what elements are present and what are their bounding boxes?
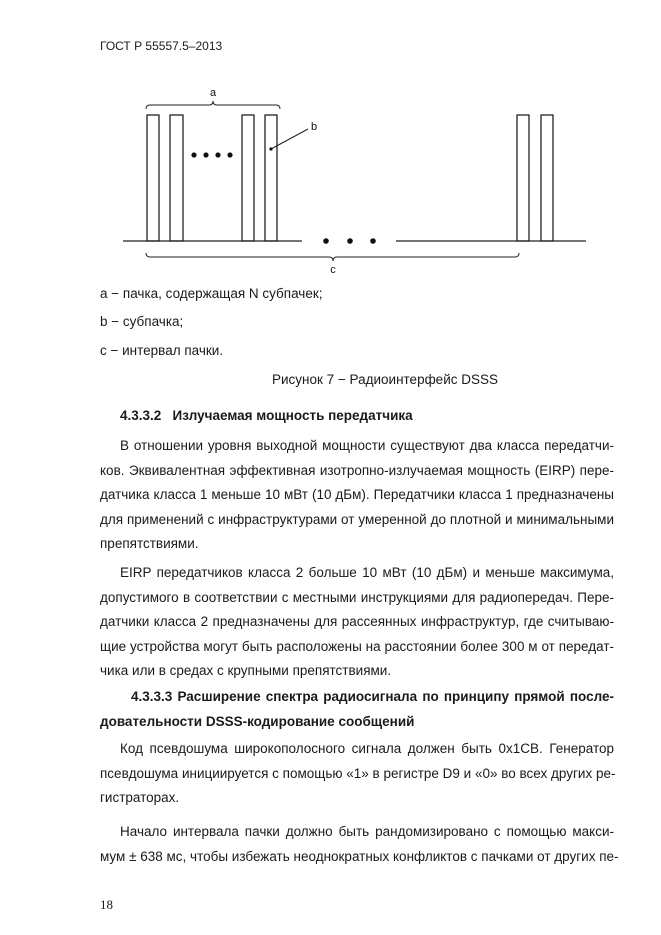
legend-c: c − интервал пачки. [100, 343, 224, 358]
subburst-pulse [170, 115, 183, 241]
brace-c [146, 253, 519, 261]
page-number: 18 [100, 897, 113, 912]
text-line: датчики класса 2 предназначены для рассеянных инфраструктур, где считываю- [100, 614, 614, 630]
ellipsis-dot [323, 238, 329, 244]
text-line: щие устройства могут быть расположены на расстоянии более 300 м от передат- [100, 638, 614, 654]
document-header: ГОСТ Р 55557.5–2013 [100, 39, 223, 53]
paragraph [100, 737, 614, 811]
ellipsis-dot [203, 152, 208, 157]
ellipsis-dot [227, 152, 232, 157]
leader-dot [269, 147, 272, 150]
brace-a [146, 101, 280, 109]
subburst-pulse [541, 115, 553, 241]
label-a: a [209, 87, 217, 99]
text-line: чика или в средах с крупными препятствиями. [100, 663, 392, 679]
text-line: гистраторах. [100, 790, 180, 806]
text-line: псевдошума инициируется с помощью «1» в регистре D9 и «0» во всех других ре- [100, 765, 616, 781]
label-b: b [310, 121, 318, 133]
subburst-pulse [242, 115, 254, 241]
text-line: В отношении уровня выходной мощности существуют два класса передатчи- [120, 438, 614, 453]
heading-line: 4.3.3.3 Расширение спектра радиосигнала по принципу прямой после- [131, 689, 614, 704]
text-line: Код псевдошума широкополосного сигнала должен быть 0x1CB. Генератор [120, 741, 614, 756]
text-line: препятствиями. [100, 536, 199, 552]
section-heading-4333 [100, 685, 614, 734]
paragraph [100, 820, 619, 869]
text-line: допустимого в соответствии с местными инструкциями для радиопередач. Пере- [100, 589, 614, 605]
heading-line: довательности DSSS-кодирование сообщений [100, 713, 415, 729]
figure-caption: Рисунок 7 − Радиоинтерфейс DSSS [271, 372, 498, 387]
text-line: датчика класса 1 меньше 10 мВт (10 дБм). Передатчики класса 1 предназначены [100, 487, 614, 503]
ellipsis-dot [215, 152, 220, 157]
text-line: EIRP передатчиков класса 2 больше 10 мВт (10 дБм) и меньше максимума, [120, 565, 614, 580]
ellipsis-dot [347, 238, 353, 244]
label-c: c [330, 264, 336, 276]
ellipsis-dot [191, 152, 196, 157]
ellipsis-dot [370, 238, 376, 244]
paragraph [100, 434, 614, 557]
subburst-pulse [265, 115, 277, 241]
section-heading-4332: 4.3.3.2 Излучаемая мощность передатчика [120, 408, 413, 423]
paragraph [100, 561, 614, 684]
text-line: ков. Эквивалентная эффективная изотропно-излучаемая мощность (EIRP) пере- [100, 462, 614, 478]
dsss-figure [0, 0, 661, 300]
subburst-pulse [147, 115, 159, 241]
text-line: для применений с инфраструктурами от умеренной до плотной и минимальными [100, 511, 614, 527]
subburst-pulse [517, 115, 529, 241]
text-line: Начало интервала пачки должно быть рандомизировано с помощью макси- [120, 824, 614, 839]
text-line: мум ± 638 мс, чтобы избежать неоднократных конфликтов с пачками от других пе- [100, 848, 619, 864]
legend-b: b − субпачка; [100, 314, 184, 329]
legend-a: a − пачка, содержащая N субпачек; [100, 286, 323, 301]
